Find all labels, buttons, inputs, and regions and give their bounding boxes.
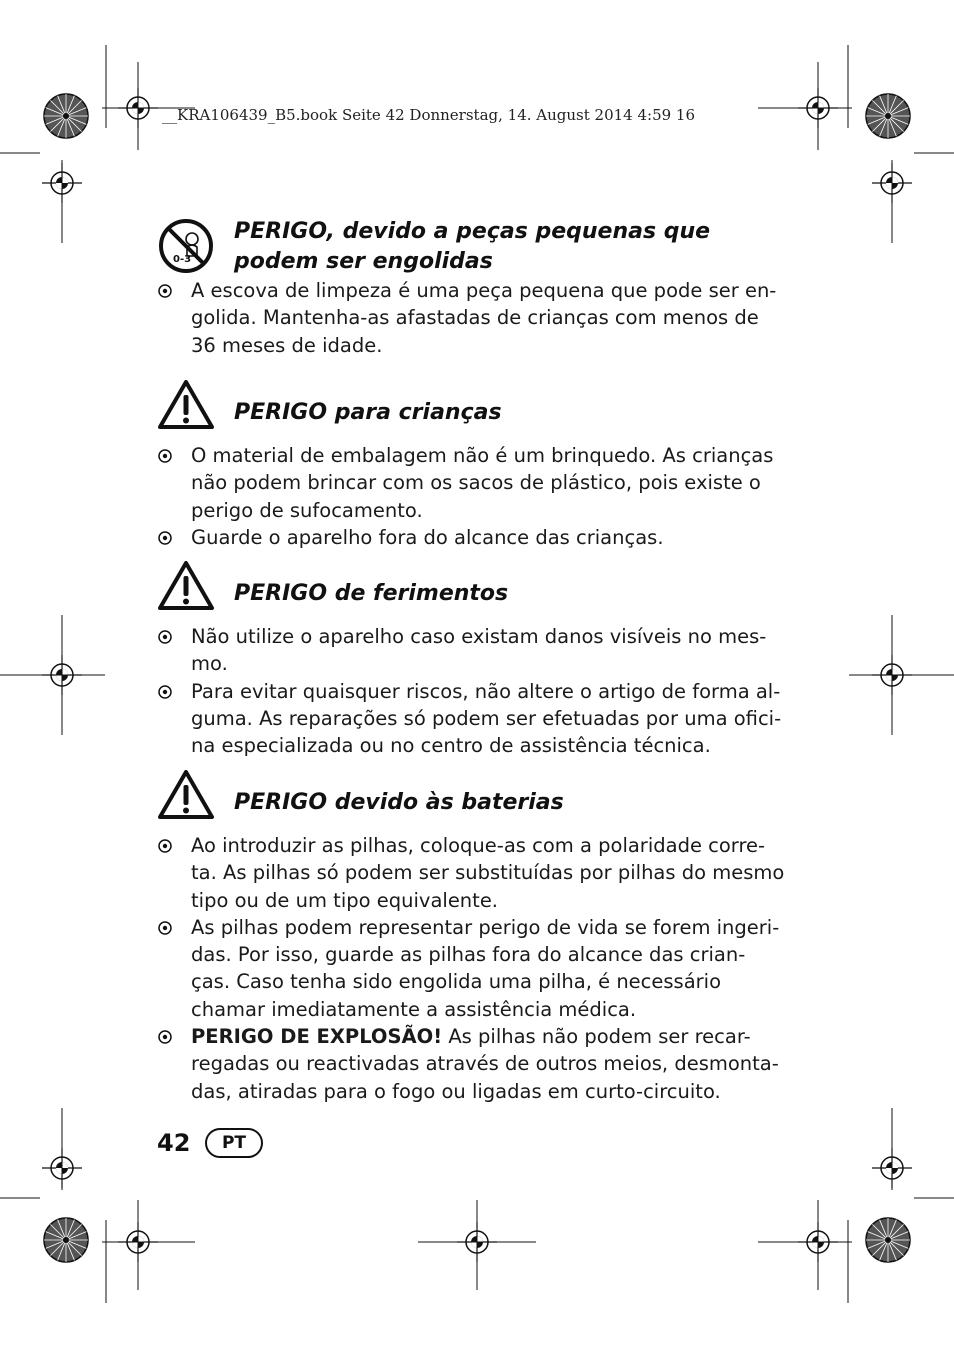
item-list (157, 277, 787, 359)
bullet-icon (157, 530, 173, 546)
section-title: PERIGO devido às baterias (234, 790, 564, 815)
list-item-explosion-warning: PERIGO DE EXPLOSÃO! As pilhas não podem ser recar- regadas ou reactivadas através de outros meios, desmonta- das, atiradas para o fogo ou ligadas em curto-circuito. (157, 1023, 787, 1105)
bullet-icon (157, 1029, 173, 1045)
warning-triangle-icon (157, 559, 215, 617)
item-list (157, 832, 787, 1105)
list-item: O material de embalagem não é um brinquedo. As crianças não podem brincar com os sacos de plástico, pois existe o perigo de sufocamento. (157, 442, 787, 524)
section-title: PERIGO para crianças (234, 400, 502, 425)
no-small-parts-icon (157, 217, 215, 275)
list-item: Para evitar quaisquer riscos, não altere o artigo de forma al- guma. As reparações só podem ser efetuadas por uma ofici- na especializada ou no centro de assistência técnica. (157, 678, 787, 760)
warning-triangle-icon (157, 378, 215, 436)
section-small-parts (157, 217, 787, 359)
list-item: As pilhas podem representar perigo de vida se forem ingeri- das. Por isso, guarde as pilhas fora do alcance das crian- ças. Caso tenha sido engolida uma pilha, é necessário chamar imediatamente a assistência médica. (157, 914, 787, 1023)
warning-triangle-icon (157, 768, 215, 826)
bullet-icon (157, 283, 173, 299)
list-item: A escova de limpeza é uma peça pequena que pode ser en- golida. Mantenha-as afastadas de crianças com menos de 36 meses de idade. (157, 277, 787, 359)
section-title: PERIGO, devido a peças pequenas que podem ser engolidas (234, 219, 711, 274)
section-heading (157, 217, 787, 277)
language-badge: PT (205, 1128, 263, 1158)
section-heading (157, 772, 787, 832)
section-children (157, 382, 787, 551)
list-item: Não utilize o aparelho caso existam danos visíveis no mes- mo. (157, 623, 787, 678)
bullet-icon (157, 838, 173, 854)
list-item: Ao introduzir as pilhas, coloque-as com a polaridade corre- ta. As pilhas só podem ser substituídas por pilhas do mesmo tipo ou de um tipo equivalente. (157, 832, 787, 914)
bullet-icon (157, 629, 173, 645)
bullet-icon (157, 448, 173, 464)
section-injuries (157, 563, 787, 759)
bullet-icon (157, 684, 173, 700)
section-batteries (157, 772, 787, 1105)
list-item: Guarde o aparelho fora do alcance das crianças. (157, 524, 787, 551)
section-heading (157, 382, 787, 442)
section-title: PERIGO de ferimentos (234, 581, 509, 606)
age-label: 0-3 (173, 254, 192, 265)
section-heading (157, 563, 787, 623)
explosion-warning-label: PERIGO DE EXPLOSÃO! (191, 1025, 443, 1049)
item-list (157, 442, 787, 551)
print-file-info: __KRA106439_B5.book Seite 42 Donnerstag, 14. August 2014 4:59 16 (162, 106, 696, 124)
bullet-icon (157, 920, 173, 936)
page-number: 42 (157, 1129, 191, 1157)
item-list (157, 623, 787, 759)
